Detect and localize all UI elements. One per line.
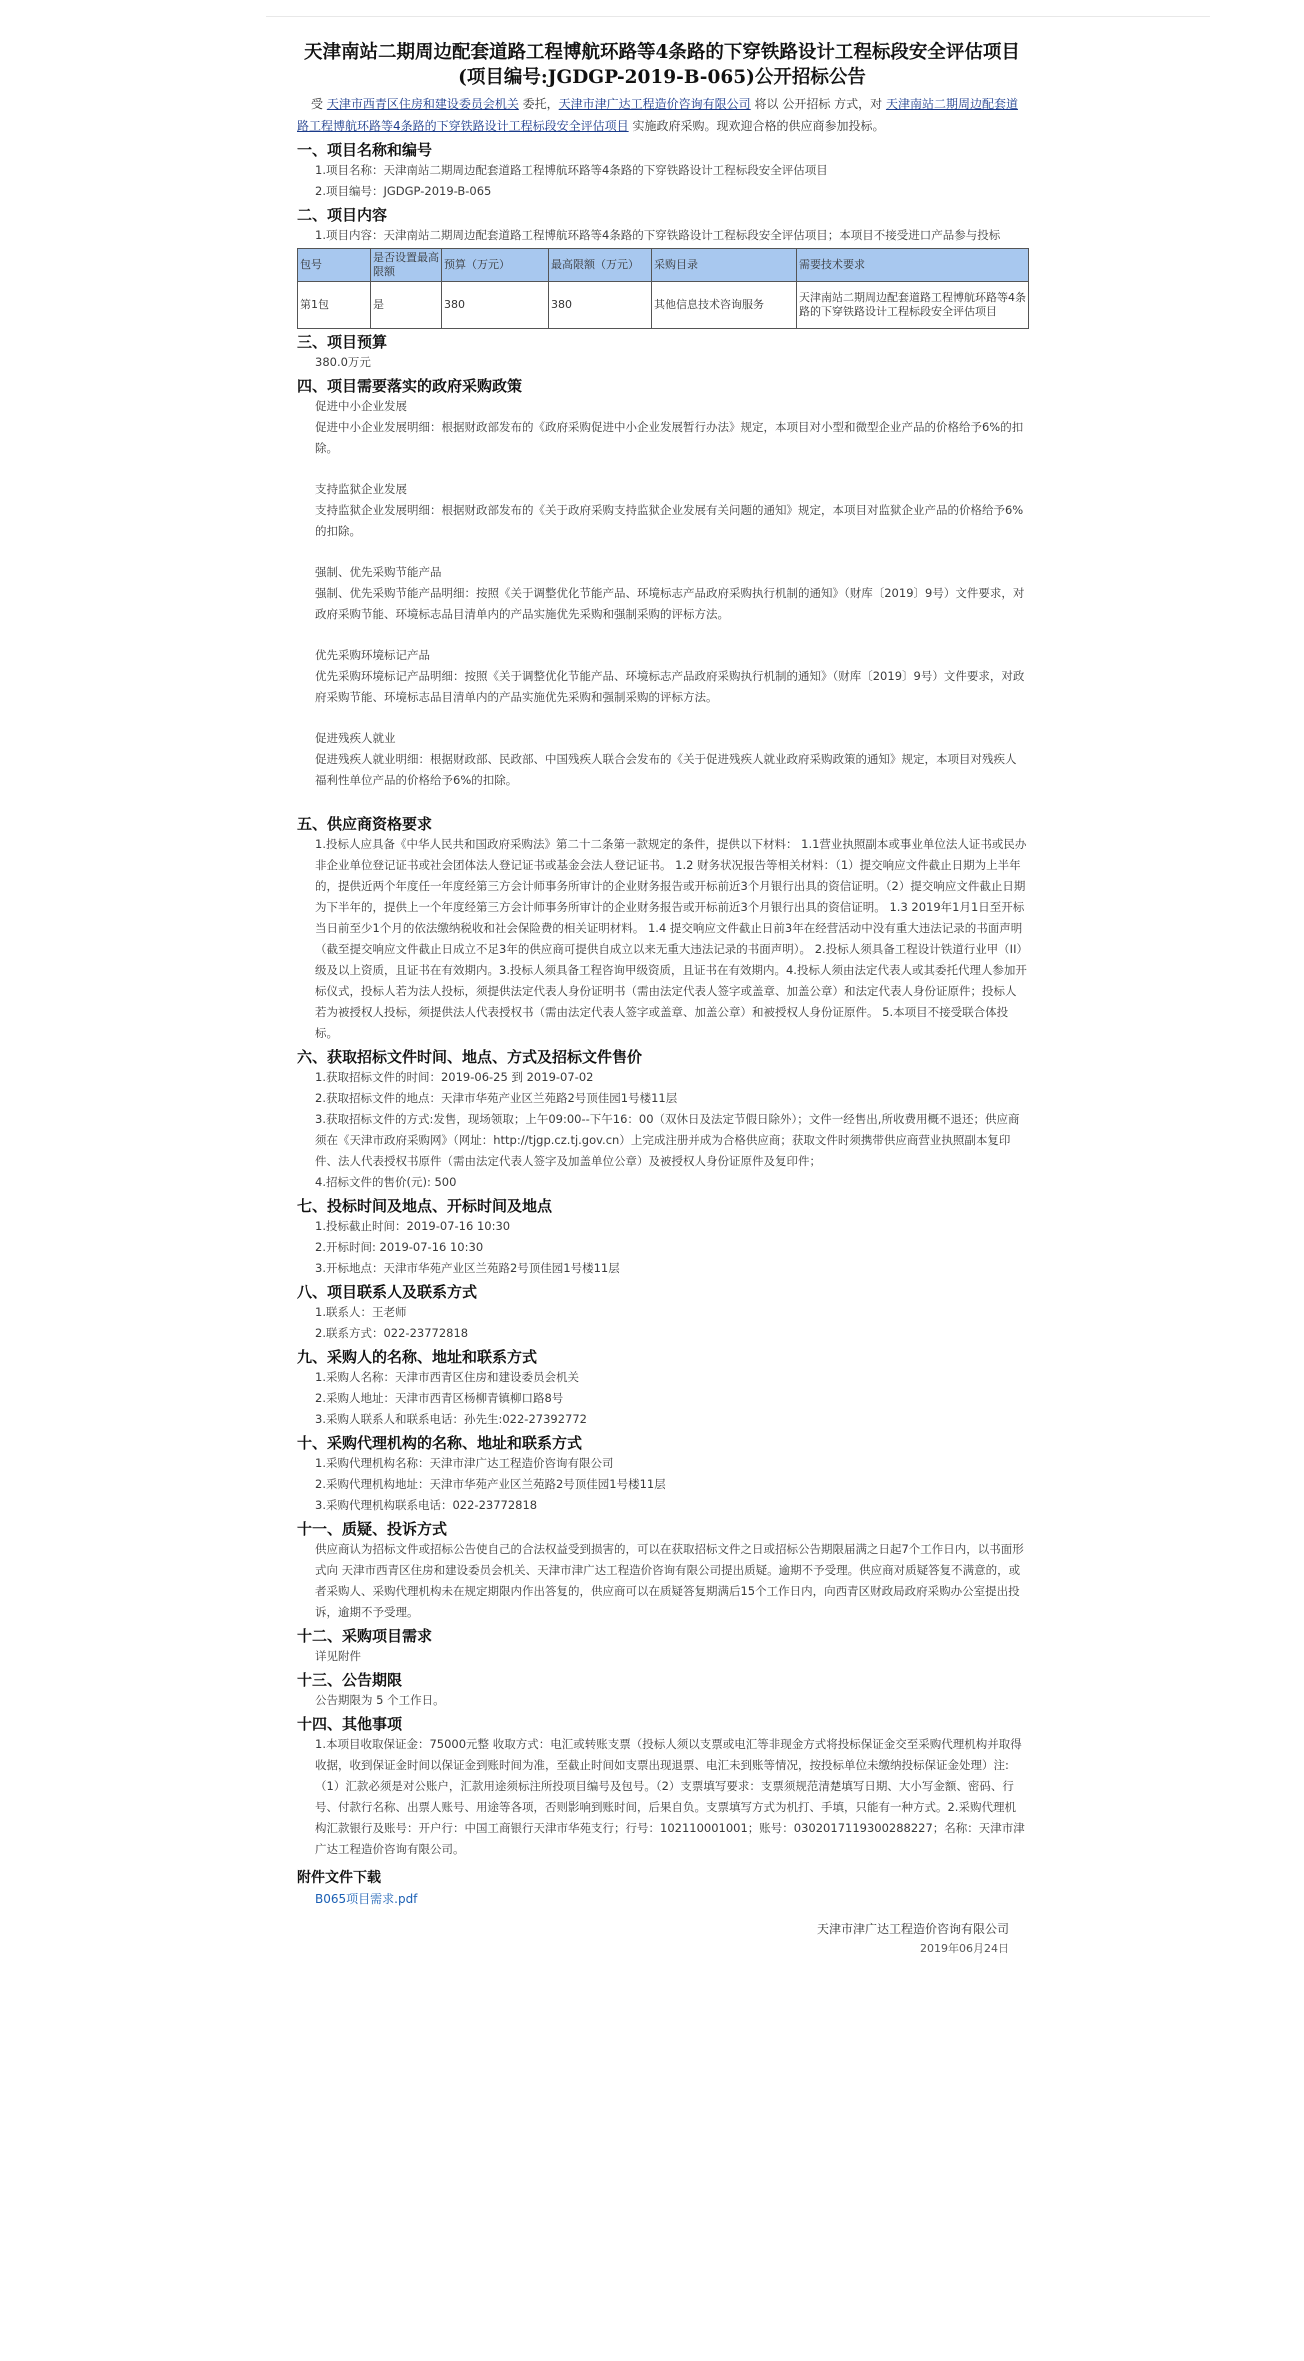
policy-title: 促进中小企业发展 (315, 399, 407, 413)
qualification-requirements: 1.投标人应具备《中华人民共和国政府采购法》第二十二条第一款规定的条件，提供以下材料： 1.1营业执照副本或事业单位法人证书或民办非企业单位登记证书或社会团体法人登记证书或基金会法人登记证书。 1.2 财务状况报告等相关材料：（1）提交响应文件截止日期为上半年的，提供近两个年度任一年度经第三方会计师事务所审计的企业财务报告或开标前近3个月银行出具的资信证明。（2）提交响应文件截止日期为下半年的，提供上一个年度经第三方会计师事务所审计的企业财务报告或开标前近3个月银行出具的资信证明。 1.3 2019年1月1日至开标当日前至少1个月的依法缴纳税收和社会保险费的相关证明材料。 1.4 提交响应文件截止日前3年在经营活动中没有重大违法记录的书面声明（截至提交响应文件截止日成立不足3年的供应商可提供自成立以来无重大违法记录的书面声明）。 2.投标人须具备工程设计铁道行业甲（II）级及以上资质，且证书在有效期内。3.投标人须具备工程咨询甲级资质，且证书在有效期内。4.投标人须由法定代表人或其委托代理人参加开标仪式，投标人若为法人投标，须提供法定代表人身份证明书（需由法定代表人签字或盖章、加盖公章）和法定代表人身份证原件；投标人若为被授权人投标，须提供法人代表授权书（需由法定代表人签字或盖章、加盖公章）和被授权人身份证原件。 5.本项目不接受联合体投标。 (315, 837, 1027, 1040)
signature-date: 2019年06月24日 (920, 1942, 1009, 1955)
agency-address: 2.采购代理机构地址：天津市华苑产业区兰苑路2号顶佳园1号楼11层 (315, 1477, 666, 1491)
table-row (298, 282, 1029, 329)
opening-time: 2.开标时间: 2019-07-16 10:30 (315, 1240, 484, 1254)
table-cell: 380 (442, 282, 549, 329)
table-header: 包号 (298, 249, 371, 282)
table-cell: 天津南站二期周边配套道路工程博航环路等4条路的下穿铁路设计工程标段安全评估项目 (797, 282, 1029, 329)
section-heading: 七、投标时间及地点、开标时间及地点 (297, 1197, 553, 1215)
intro-paragraph (297, 93, 1027, 137)
page-title (297, 40, 1027, 90)
other-matters: 1.本项目收取保证金：75000元整 收取方式：电汇或转账支票（投标人须以支票或电汇等非现金方式将投标保证金交至采购代理机构并取得收据，收到保证金时间以保证金到账时间为准，至截止时间如支票出现退票、电汇未到账等情况，按投标单位未缴纳投标保证金处理）注:（1）汇款必须是对公账户，汇款用途须标注所投项目编号及包号。（2）支票填写要求：支票须规范清楚填写日期、大小写金额、密码、行号、付款行名称、出票人账号、用途等各项，否则影响到账时间，后果自负。支票填写方式为机打、手填，只能有一种方式。2.采购代理机构汇款银行及账号：开户行：中国工商银行天津市华苑支行；行号：102110001001；账号：0302017119300288227；名称：天津市津广达工程造价咨询有限公司。 (315, 1737, 1025, 1856)
project-number: 2.项目编号：JGDGP-2019-B-065 (315, 184, 492, 198)
budget-value: 380.0万元 (315, 355, 371, 369)
purchaser-link: 天津市西青区住房和建设委员会机关 (326, 97, 519, 111)
section-heading: 三、项目预算 (297, 333, 388, 351)
section-heading: 十、采购代理机构的名称、地址和联系方式 (297, 1434, 583, 1452)
intro-text: 受 (311, 97, 327, 111)
section-heading: 八、项目联系人及联系方式 (297, 1283, 478, 1301)
policy-title: 促进残疾人就业 (315, 731, 396, 745)
section-heading: 十二、采购项目需求 (297, 1627, 433, 1645)
table-cell: 是 (371, 282, 442, 329)
project-content: 1.项目内容：天津南站二期周边配套道路工程博航环路等4条路的下穿铁路设计工程标段安全评估项目；本项目不接受进口产品参与投标 (315, 228, 1001, 242)
project-link: 天津南站二期周边配套道路工程博航环路等4条路的下穿铁路设计工程标段安全评估项目 (297, 97, 1018, 133)
title-line-1: 天津南站二期周边配套道路工程博航环路等4条路的下穿铁路设计工程标段安全评估项目 (304, 42, 1020, 63)
agency-name: 1.采购代理机构名称：天津市津广达工程造价咨询有限公司 (315, 1456, 614, 1470)
project-name: 1.项目名称：天津南站二期周边配套道路工程博航环路等4条路的下穿铁路设计工程标段安全评估项目 (315, 163, 828, 177)
attachments-heading: 附件文件下载 (297, 1870, 381, 1886)
intro-text: 委托， (518, 97, 559, 111)
table-header-row (298, 249, 1029, 282)
package-table (297, 248, 1029, 329)
intro-text: 将以 公开招标 方式，对 (750, 97, 886, 111)
purchaser-name: 1.采购人名称：天津市西青区住房和建设委员会机关 (315, 1370, 579, 1384)
table-cell: 其他信息技术咨询服务 (652, 282, 797, 329)
title-line-2: (项目编号:JGDGP-2019-B-065)公开招标公告 (458, 67, 866, 88)
table-header: 是否设置最高限额 (371, 249, 442, 282)
requirements-note: 详见附件 (315, 1649, 361, 1663)
table-header: 需要技术要求 (797, 249, 1029, 282)
policy-title: 优先采购环境标记产品 (315, 648, 430, 662)
document-time: 1.获取招标文件的时间：2019-06-25 到 2019-07-02 (315, 1070, 594, 1084)
announcement-document (297, 40, 1027, 1958)
table-cell: 第1包 (298, 282, 371, 329)
section-heading: 一、项目名称和编号 (297, 141, 433, 159)
purchaser-contact: 3.采购人联系人和联系电话：孙先生:022-27392772 (315, 1412, 587, 1426)
document-location: 2.获取招标文件的地点：天津市华苑产业区兰苑路2号顶佳园1号楼11层 (315, 1091, 678, 1105)
contact-person: 1.联系人：王老师 (315, 1305, 407, 1319)
policy-detail: 促进中小企业发展明细：根据财政部发布的《政府采购促进中小企业发展暂行办法》规定，本项目对小型和微型企业产品的价格给予6%的扣除。 (315, 420, 1024, 455)
section-heading: 十一、质疑、投诉方式 (297, 1520, 448, 1538)
table-cell: 380 (549, 282, 652, 329)
section-heading: 五、供应商资格要求 (297, 815, 433, 833)
policy-detail: 强制、优先采购节能产品明细：按照《关于调整优化节能产品、环境标志产品政府采购执行机制的通知》（财库〔2019〕9号）文件要求，对政府采购节能、环境标志品目清单内的产品实施优先采购和强制采购的评标方法。 (315, 586, 1025, 621)
policy-detail: 支持监狱企业发展明细：根据财政部发布的《关于政府采购支持监狱企业发展有关问题的通知》规定，本项目对监狱企业产品的价格给予6%的扣除。 (315, 503, 1024, 538)
top-divider (266, 16, 1210, 17)
section-heading: 六、获取招标文件时间、地点、方式及招标文件售价 (297, 1048, 643, 1066)
section-heading: 二、项目内容 (297, 206, 388, 224)
policy-title: 强制、优先采购节能产品 (315, 565, 442, 579)
policy-title: 支持监狱企业发展 (315, 482, 407, 496)
signature-org: 天津市津广达工程造价咨询有限公司 (816, 1922, 1009, 1936)
section-heading: 十四、其他事项 (297, 1715, 403, 1733)
section-heading: 九、采购人的名称、地址和联系方式 (297, 1348, 538, 1366)
section-heading: 四、项目需要落实的政府采购政策 (297, 377, 523, 395)
agency-phone: 3.采购代理机构联系电话：022-23772818 (315, 1498, 538, 1512)
policy-detail: 优先采购环境标记产品明细：按照《关于调整优化节能产品、环境标志产品政府采购执行机制的通知》（财库〔2019〕9号）文件要求，对政府采购节能、环境标志品目清单内的产品实施优先采购和强制采购的评标方法。 (315, 669, 1025, 704)
purchaser-address: 2.采购人地址：天津市西青区杨柳青镇柳口路8号 (315, 1391, 564, 1405)
table-header: 最高限额（万元） (549, 249, 652, 282)
opening-location: 3.开标地点：天津市华苑产业区兰苑路2号顶佳园1号楼11层 (315, 1261, 620, 1275)
intro-text: 实施政府采购。现欢迎合格的供应商参加投标。 (628, 119, 885, 133)
table-header: 采购目录 (652, 249, 797, 282)
section-heading: 十三、公告期限 (297, 1671, 403, 1689)
bid-deadline: 1.投标截止时间：2019-07-16 10:30 (315, 1219, 511, 1233)
agency-link: 天津市津广达工程造价咨询有限公司 (558, 97, 751, 111)
document-price: 4.招标文件的售价(元): 500 (315, 1175, 457, 1189)
document-method: 3.获取招标文件的方式:发售，现场领取；上午09:00--下午16：00（双休日及法定节假日除外）；文件一经售出,所收费用概不退还；供应商须在《天津市政府采购网》（网址：http://tjgp.cz.tj.gov.cn）上完成注册并成为合格供应商；获取文件时须携带供应商营业执照副本复印件、法人代表授权书原件（需由法定代表人签字及加盖单位公章）及被授权人身份证原件及复印件； (315, 1112, 1020, 1168)
attachment-download-link[interactable]: B065项目需求.pdf (315, 1892, 418, 1906)
notice-period: 公告期限为 5 个工作日。 (315, 1693, 445, 1707)
policy-detail: 促进残疾人就业明细：根据财政部、民政部、中国残疾人联合会发布的《关于促进残疾人就业政府采购政策的通知》规定，本项目对残疾人福利性单位产品的价格给予6%的扣除。 (315, 752, 1017, 787)
complaint-text: 供应商认为招标文件或招标公告使自己的合法权益受到损害的，可以在获取招标文件之日或招标公告期限届满之日起7个工作日内，以书面形式向 天津市西青区住房和建设委员会机关、天津市津广达工程造价咨询有限公司提出质疑。逾期不予受理。供应商对质疑答复不满意的，或者采购人、采购代理机构未在规定期限内作出答复的，供应商可以在质疑答复期满后15个工作日内，向西青区财政局政府采购办公室提出投诉，逾期不予受理。 (315, 1542, 1024, 1619)
contact-phone: 2.联系方式：022-23772818 (315, 1326, 469, 1340)
table-header: 预算（万元） (442, 249, 549, 282)
